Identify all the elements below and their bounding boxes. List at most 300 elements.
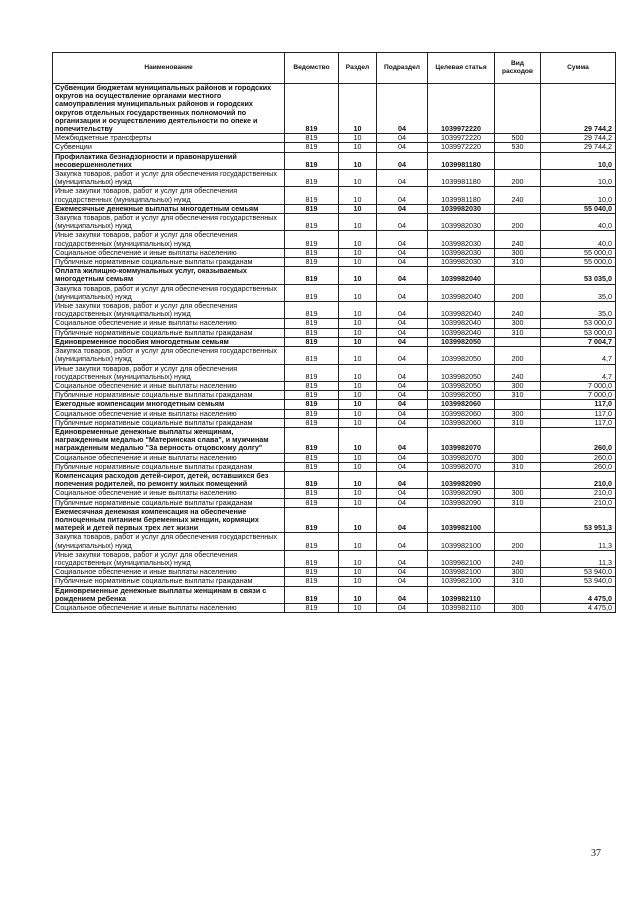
row-sum: 53 000,0 — [541, 328, 616, 337]
row-section: 10 — [339, 427, 377, 453]
row-name: Иные закупки товаров, работ и услуг для обеспечения государственных (муниципальных) нужд — [53, 550, 285, 567]
row-kind — [495, 267, 541, 284]
row-target: 1039982050 — [428, 391, 495, 400]
row-target: 1039982100 — [428, 533, 495, 550]
table-row — [53, 143, 616, 152]
row-name: Публичные нормативные социальные выплаты гражданам — [53, 258, 285, 267]
row-subsection: 04 — [377, 400, 428, 409]
table-row — [53, 214, 616, 231]
row-dept: 819 — [285, 328, 339, 337]
row-subsection: 04 — [377, 258, 428, 267]
row-dept: 819 — [285, 337, 339, 346]
row-kind — [495, 84, 541, 134]
row-section: 10 — [339, 533, 377, 550]
row-name: Социальное обеспечение и иные выплаты населению — [53, 409, 285, 418]
row-section: 10 — [339, 409, 377, 418]
table-row — [53, 231, 616, 248]
row-sum: 7 000,0 — [541, 391, 616, 400]
row-section: 10 — [339, 134, 377, 143]
row-target: 1039972220 — [428, 84, 495, 134]
row-section: 10 — [339, 258, 377, 267]
row-dept: 819 — [285, 248, 339, 257]
row-dept: 819 — [285, 533, 339, 550]
row-dept: 819 — [285, 471, 339, 488]
table-row — [53, 84, 616, 134]
row-target: 1039982110 — [428, 586, 495, 603]
row-dept: 819 — [285, 347, 339, 364]
row-sum: 210,0 — [541, 471, 616, 488]
row-section: 10 — [339, 187, 377, 204]
row-subsection: 04 — [377, 364, 428, 381]
row-section: 10 — [339, 489, 377, 498]
row-name: Закупка товаров, работ и услуг для обеспечения государственных (муниципальных) нужд — [53, 284, 285, 301]
table-row — [53, 134, 616, 143]
row-target: 1039972220 — [428, 143, 495, 152]
row-section: 10 — [339, 319, 377, 328]
row-kind: 200 — [495, 284, 541, 301]
row-dept: 819 — [285, 489, 339, 498]
row-kind: 300 — [495, 453, 541, 462]
table-row — [53, 152, 616, 169]
row-section: 10 — [339, 267, 377, 284]
row-sum: 260,0 — [541, 427, 616, 453]
table-row — [53, 568, 616, 577]
row-dept: 819 — [285, 319, 339, 328]
row-sum: 40,0 — [541, 214, 616, 231]
page-number: 37 — [591, 848, 601, 859]
row-subsection: 04 — [377, 462, 428, 471]
table-row — [53, 550, 616, 567]
row-section: 10 — [339, 364, 377, 381]
row-name: Социальное обеспечение и иные выплаты населению — [53, 489, 285, 498]
row-subsection: 04 — [377, 134, 428, 143]
row-sum: 11,3 — [541, 533, 616, 550]
row-target: 1039982030 — [428, 231, 495, 248]
row-target: 1039982100 — [428, 577, 495, 586]
row-section: 10 — [339, 462, 377, 471]
row-subsection: 04 — [377, 603, 428, 612]
row-section: 10 — [339, 302, 377, 319]
row-sum: 29 744,2 — [541, 134, 616, 143]
row-sum: 4 475,0 — [541, 603, 616, 612]
row-subsection: 04 — [377, 214, 428, 231]
row-subsection: 04 — [377, 204, 428, 213]
row-kind — [495, 400, 541, 409]
row-target: 1039982110 — [428, 603, 495, 612]
row-target: 1039982040 — [428, 302, 495, 319]
row-sum: 10,0 — [541, 170, 616, 187]
header-kind: Вид расходов — [495, 53, 541, 84]
row-sum: 117,0 — [541, 418, 616, 427]
table-row — [53, 258, 616, 267]
row-name: Ежемесячные денежные выплаты многодетным семьям — [53, 204, 285, 213]
row-subsection: 04 — [377, 533, 428, 550]
row-sum: 53 951,3 — [541, 507, 616, 533]
row-subsection: 04 — [377, 337, 428, 346]
row-section: 10 — [339, 498, 377, 507]
row-dept: 819 — [285, 498, 339, 507]
row-dept: 819 — [285, 381, 339, 390]
row-target: 1039982060 — [428, 409, 495, 418]
budget-table — [52, 52, 616, 613]
row-dept: 819 — [285, 364, 339, 381]
row-section: 10 — [339, 143, 377, 152]
row-sum: 7 004,7 — [541, 337, 616, 346]
row-section: 10 — [339, 603, 377, 612]
row-name: Публичные нормативные социальные выплаты гражданам — [53, 328, 285, 337]
table-row — [53, 248, 616, 257]
row-kind: 200 — [495, 214, 541, 231]
row-name: Социальное обеспечение и иные выплаты населению — [53, 568, 285, 577]
row-sum: 35,0 — [541, 302, 616, 319]
row-kind: 310 — [495, 258, 541, 267]
row-name: Субвенции — [53, 143, 285, 152]
row-section: 10 — [339, 231, 377, 248]
row-section: 10 — [339, 152, 377, 169]
row-target: 1039981180 — [428, 170, 495, 187]
row-sum: 210,0 — [541, 498, 616, 507]
row-target: 1039982040 — [428, 319, 495, 328]
row-sum: 10,0 — [541, 152, 616, 169]
row-name: Иные закупки товаров, работ и услуг для обеспечения государственных (муниципальных) нужд — [53, 364, 285, 381]
row-name: Единовременное пособия многодетным семьям — [53, 337, 285, 346]
row-dept: 819 — [285, 550, 339, 567]
row-subsection: 04 — [377, 302, 428, 319]
row-name: Закупка товаров, работ и услуг для обеспечения государственных (муниципальных) нужд — [53, 214, 285, 231]
row-section: 10 — [339, 337, 377, 346]
row-sum: 4 475,0 — [541, 586, 616, 603]
row-kind: 530 — [495, 143, 541, 152]
table-row — [53, 187, 616, 204]
row-subsection: 04 — [377, 187, 428, 204]
row-section: 10 — [339, 400, 377, 409]
row-dept: 819 — [285, 400, 339, 409]
row-kind: 310 — [495, 391, 541, 400]
row-subsection: 04 — [377, 577, 428, 586]
row-kind: 310 — [495, 498, 541, 507]
row-section: 10 — [339, 214, 377, 231]
row-name: Закупка товаров, работ и услуг для обеспечения государственных (муниципальных) нужд — [53, 347, 285, 364]
row-sum: 260,0 — [541, 462, 616, 471]
row-kind: 300 — [495, 381, 541, 390]
row-target: 1039982040 — [428, 267, 495, 284]
table-row — [53, 337, 616, 346]
row-sum: 53 035,0 — [541, 267, 616, 284]
row-dept: 819 — [285, 134, 339, 143]
row-kind: 300 — [495, 603, 541, 612]
row-dept: 819 — [285, 603, 339, 612]
table-row — [53, 507, 616, 533]
row-sum: 10,0 — [541, 187, 616, 204]
row-name: Социальное обеспечение и иные выплаты населению — [53, 319, 285, 328]
row-section: 10 — [339, 328, 377, 337]
row-subsection: 04 — [377, 231, 428, 248]
row-target: 1039982070 — [428, 462, 495, 471]
row-subsection: 04 — [377, 267, 428, 284]
row-dept: 819 — [285, 302, 339, 319]
row-kind: 240 — [495, 550, 541, 567]
table-row — [53, 603, 616, 612]
row-target: 1039982090 — [428, 471, 495, 488]
header-section: Раздел — [339, 53, 377, 84]
table-row — [53, 170, 616, 187]
row-sum: 4,7 — [541, 364, 616, 381]
table-row — [53, 328, 616, 337]
table-row — [53, 409, 616, 418]
row-section: 10 — [339, 204, 377, 213]
row-dept: 819 — [285, 568, 339, 577]
row-section: 10 — [339, 347, 377, 364]
row-subsection: 04 — [377, 248, 428, 257]
row-sum: 4,7 — [541, 347, 616, 364]
row-sum: 117,0 — [541, 400, 616, 409]
row-section: 10 — [339, 418, 377, 427]
row-sum: 117,0 — [541, 409, 616, 418]
table-row — [53, 391, 616, 400]
row-section: 10 — [339, 453, 377, 462]
row-kind: 300 — [495, 568, 541, 577]
row-subsection: 04 — [377, 453, 428, 462]
row-name: Публичные нормативные социальные выплаты гражданам — [53, 418, 285, 427]
header-name: Наименование — [53, 53, 285, 84]
row-name: Социальное обеспечение и иные выплаты населению — [53, 248, 285, 257]
header-dept: Ведомство — [285, 53, 339, 84]
row-dept: 819 — [285, 258, 339, 267]
row-subsection: 04 — [377, 498, 428, 507]
row-section: 10 — [339, 577, 377, 586]
row-subsection: 04 — [377, 586, 428, 603]
row-section: 10 — [339, 586, 377, 603]
row-sum: 11,3 — [541, 550, 616, 567]
row-subsection: 04 — [377, 319, 428, 328]
row-sum: 53 940,0 — [541, 577, 616, 586]
row-name: Социальное обеспечение и иные выплаты населению — [53, 381, 285, 390]
table-row — [53, 427, 616, 453]
row-target: 1039982100 — [428, 507, 495, 533]
table-row — [53, 284, 616, 301]
row-kind: 240 — [495, 364, 541, 381]
row-subsection: 04 — [377, 381, 428, 390]
table-header-row — [53, 53, 616, 84]
table-row — [53, 498, 616, 507]
row-dept: 819 — [285, 143, 339, 152]
row-name: Публичные нормативные социальные выплаты гражданам — [53, 462, 285, 471]
row-sum: 29 744,2 — [541, 84, 616, 134]
row-subsection: 04 — [377, 507, 428, 533]
row-dept: 819 — [285, 170, 339, 187]
row-target: 1039982060 — [428, 400, 495, 409]
row-dept: 819 — [285, 409, 339, 418]
row-subsection: 04 — [377, 170, 428, 187]
row-dept: 819 — [285, 284, 339, 301]
row-target: 1039982100 — [428, 550, 495, 567]
row-kind — [495, 586, 541, 603]
row-target: 1039982070 — [428, 453, 495, 462]
header-target: Целевая статья — [428, 53, 495, 84]
row-target: 1039982040 — [428, 284, 495, 301]
row-section: 10 — [339, 507, 377, 533]
header-subsection: Подраздел — [377, 53, 428, 84]
row-subsection: 04 — [377, 418, 428, 427]
row-name: Иные закупки товаров, работ и услуг для обеспечения государственных (муниципальных) нужд — [53, 231, 285, 248]
row-section: 10 — [339, 248, 377, 257]
row-kind — [495, 427, 541, 453]
table-row — [53, 302, 616, 319]
row-kind: 310 — [495, 418, 541, 427]
row-kind: 300 — [495, 489, 541, 498]
row-target: 1039982030 — [428, 248, 495, 257]
row-target: 1039982050 — [428, 364, 495, 381]
row-name: Закупка товаров, работ и услуг для обеспечения государственных (муниципальных) нужд — [53, 533, 285, 550]
row-dept: 819 — [285, 462, 339, 471]
row-sum: 260,0 — [541, 453, 616, 462]
row-dept: 819 — [285, 586, 339, 603]
row-subsection: 04 — [377, 489, 428, 498]
row-sum: 35,0 — [541, 284, 616, 301]
row-name: Единовременные денежные выплаты женщинам, награжденным медалью "Материнская слава", и мужчинам награжденным медалью "За верность отцовскому долгу" — [53, 427, 285, 453]
row-section: 10 — [339, 284, 377, 301]
row-target: 1039982050 — [428, 381, 495, 390]
row-dept: 819 — [285, 391, 339, 400]
row-subsection: 04 — [377, 471, 428, 488]
row-target: 1039982100 — [428, 568, 495, 577]
row-kind: 240 — [495, 231, 541, 248]
table-row — [53, 471, 616, 488]
table-row — [53, 453, 616, 462]
row-target: 1039982030 — [428, 258, 495, 267]
row-target: 1039982060 — [428, 418, 495, 427]
row-target: 1039982030 — [428, 204, 495, 213]
row-target: 1039972220 — [428, 134, 495, 143]
row-name: Публичные нормативные социальные выплаты гражданам — [53, 577, 285, 586]
row-section: 10 — [339, 381, 377, 390]
row-kind: 500 — [495, 134, 541, 143]
row-dept: 819 — [285, 204, 339, 213]
row-section: 10 — [339, 391, 377, 400]
row-kind — [495, 152, 541, 169]
row-kind — [495, 337, 541, 346]
row-subsection: 04 — [377, 84, 428, 134]
row-kind: 240 — [495, 302, 541, 319]
row-kind: 200 — [495, 533, 541, 550]
row-name: Компенсация расходов детей-сирот, детей, оставшихся без попечения родителей, по ремонту жилых помещений — [53, 471, 285, 488]
row-kind: 200 — [495, 347, 541, 364]
row-kind: 300 — [495, 319, 541, 328]
table-row — [53, 381, 616, 390]
row-dept: 819 — [285, 152, 339, 169]
row-name: Публичные нормативные социальные выплаты гражданам — [53, 498, 285, 507]
row-target: 1039982040 — [428, 328, 495, 337]
row-subsection: 04 — [377, 550, 428, 567]
row-target: 1039982030 — [428, 214, 495, 231]
row-target: 1039982090 — [428, 489, 495, 498]
row-subsection: 04 — [377, 284, 428, 301]
row-name: Закупка товаров, работ и услуг для обеспечения государственных (муниципальных) нужд — [53, 170, 285, 187]
row-sum: 29 744,2 — [541, 143, 616, 152]
row-kind: 310 — [495, 577, 541, 586]
row-target: 1039981180 — [428, 187, 495, 204]
row-name: Иные закупки товаров, работ и услуг для обеспечения государственных (муниципальных) нужд — [53, 302, 285, 319]
table-row — [53, 267, 616, 284]
row-sum: 53 000,0 — [541, 319, 616, 328]
table-row — [53, 319, 616, 328]
row-dept: 819 — [285, 577, 339, 586]
row-kind: 300 — [495, 409, 541, 418]
row-name: Субвенции бюджетам муниципальных районов и городских округов на осуществление органами местного самоуправления муниципальных районов и городских округов отдельных государственных полномочий по организации и осуществлению деятельности по опеке и попечительству — [53, 84, 285, 134]
row-dept: 819 — [285, 231, 339, 248]
row-section: 10 — [339, 471, 377, 488]
row-name: Единовременные денежные выплаты женщинам в связи с рождением ребенка — [53, 586, 285, 603]
row-kind — [495, 204, 541, 213]
table-row — [53, 489, 616, 498]
header-sum: Сумма — [541, 53, 616, 84]
row-kind: 300 — [495, 248, 541, 257]
table-body — [53, 84, 616, 613]
row-dept: 819 — [285, 214, 339, 231]
row-subsection: 04 — [377, 391, 428, 400]
row-target: 1039982050 — [428, 337, 495, 346]
table-row — [53, 586, 616, 603]
row-dept: 819 — [285, 427, 339, 453]
row-subsection: 04 — [377, 347, 428, 364]
row-dept: 819 — [285, 267, 339, 284]
row-name: Социальное обеспечение и иные выплаты населению — [53, 603, 285, 612]
row-sum: 7 000,0 — [541, 381, 616, 390]
table-row — [53, 533, 616, 550]
row-sum: 40,0 — [541, 231, 616, 248]
row-subsection: 04 — [377, 409, 428, 418]
row-kind — [495, 507, 541, 533]
row-section: 10 — [339, 550, 377, 567]
row-name: Межбюджетные трансферты — [53, 134, 285, 143]
row-subsection: 04 — [377, 152, 428, 169]
row-dept: 819 — [285, 84, 339, 134]
row-name: Ежегодные компенсации многодетным семьям — [53, 400, 285, 409]
row-kind: 310 — [495, 462, 541, 471]
row-name: Ежемесячная денежная компенсация на обеспечение полноценным питанием беременных женщин, кормящих матерей и детей первых трех лет жизни — [53, 507, 285, 533]
row-sum: 210,0 — [541, 489, 616, 498]
row-target: 1039981180 — [428, 152, 495, 169]
row-dept: 819 — [285, 418, 339, 427]
row-sum: 53 940,0 — [541, 568, 616, 577]
row-subsection: 04 — [377, 143, 428, 152]
table-row — [53, 364, 616, 381]
row-target: 1039982090 — [428, 498, 495, 507]
row-dept: 819 — [285, 507, 339, 533]
table-row — [53, 204, 616, 213]
row-subsection: 04 — [377, 328, 428, 337]
row-section: 10 — [339, 568, 377, 577]
row-name: Социальное обеспечение и иные выплаты населению — [53, 453, 285, 462]
row-subsection: 04 — [377, 427, 428, 453]
row-name: Иные закупки товаров, работ и услуг для обеспечения государственных (муниципальных) нужд — [53, 187, 285, 204]
row-name: Оплата жилищно-коммунальных услуг, оказываемых многодетным семьям — [53, 267, 285, 284]
row-dept: 819 — [285, 187, 339, 204]
table-row — [53, 577, 616, 586]
row-kind: 200 — [495, 170, 541, 187]
row-section: 10 — [339, 84, 377, 134]
row-target: 1039982070 — [428, 427, 495, 453]
row-section: 10 — [339, 170, 377, 187]
row-name: Публичные нормативные социальные выплаты гражданам — [53, 391, 285, 400]
row-subsection: 04 — [377, 568, 428, 577]
row-kind: 240 — [495, 187, 541, 204]
row-sum: 55 000,0 — [541, 258, 616, 267]
row-dept: 819 — [285, 453, 339, 462]
row-sum: 55 000,0 — [541, 248, 616, 257]
row-kind: 310 — [495, 328, 541, 337]
table-row — [53, 400, 616, 409]
